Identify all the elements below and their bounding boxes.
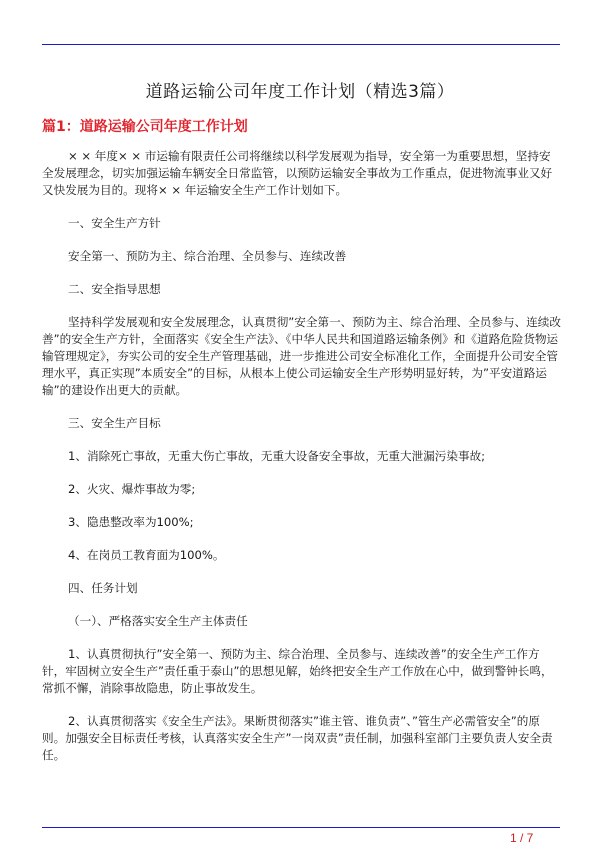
footer-rule [42, 827, 560, 828]
subheading-responsibility: （一）、严格落实安全生产主体责任 [68, 614, 248, 628]
header-rule [42, 44, 560, 45]
page-number: 1 / 7 [510, 831, 534, 845]
document-title: 道路运输公司年度工作计划（精选3篇） [145, 82, 455, 102]
goal-item-1: 1、消除死亡事故，无重大伤亡事故，无重大设备安全事故，无重大泄漏污染事故; [68, 449, 486, 463]
task-item-1: 1、认真贯彻执行”安全第一、预防为主、综合治理、全员参与、连续改善”的安全生产工作方针，牢固树立安全生产”责任重于泰山”的思想见解，始终把安全生产工作放在心中，做到警钟长鸣，常抓不懈，消除事故隐患，防止事故发生。 [42, 647, 553, 695]
task-item-2: 2、认真贯彻落实《安全生产法》。果断贯彻落实”谁主管、谁负责”、”管生产必需管安全”的原则。加强安全目标责任考核，认真落实安全生产”一岗双责”责任制，加强科室部门主要负责人安全责任。 [42, 714, 553, 762]
heading-safety-goals: 三、安全生产目标 [68, 416, 161, 430]
heading-safety-policy: 一、安全生产方针 [68, 216, 161, 230]
goal-item-2: 2、火灾、爆炸事故为零; [68, 482, 196, 496]
paragraph-guiding-thought: 坚持科学发展观和安全发展理念，认真贯彻”安全第一、预防为主、综合治理、全员参与、连续改善”的安全生产方针，全面落实《安全生产法》、《中华人民共和国道路运输条例》和《道路危险货物运输管理规定》，夯实公司的安全生产管理基础，进一步推进公司安全标准化工作，全面提升公司安全管理水平，真正实现”本质安全”的目标，从根本上使公司运输安全生产形势明显好转，为”平安道路运输”的建设作出更大的贡献。 [42, 315, 561, 397]
goal-item-3: 3、隐患整改率为100%; [68, 515, 194, 529]
goal-item-4: 4、在岗员工教育面为100%。 [68, 548, 225, 562]
section-heading: 篇1：道路运输公司年度工作计划 [42, 119, 248, 135]
paragraph-safety-policy: 安全第一、预防为主、综合治理、全员参与、连续改善 [68, 249, 347, 263]
document-body [42, 148, 562, 764]
heading-task-plan: 四、任务计划 [68, 581, 138, 595]
paragraph-intro: × × 年度× × 市运输有限责任公司将继续以科学发展观为指导，安全第一为重要思想，坚持安全发展理念，切实加强运输车辆安全日常监管，以预防运输安全事故为工作重点，促进物流事业又好又快发展为目的。现将× × 年运输安全生产工作计划如下。 [42, 149, 553, 197]
heading-guiding-thought: 二、安全指导思想 [68, 282, 161, 296]
